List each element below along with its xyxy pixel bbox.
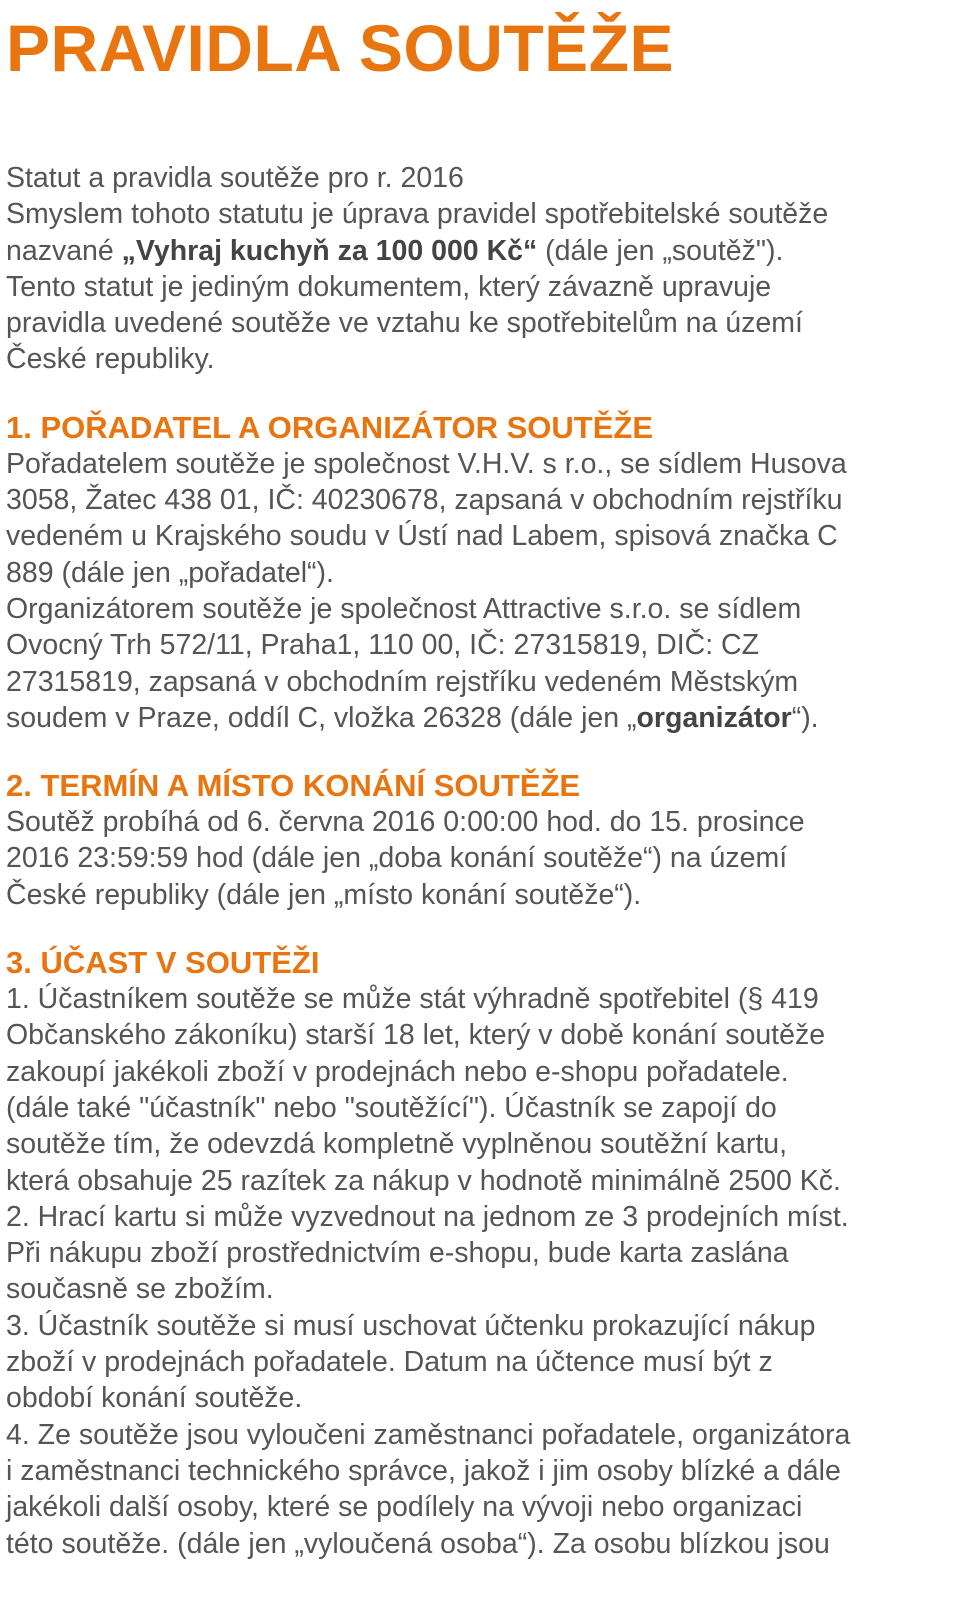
- intro-section: [6, 160, 951, 378]
- section-line: 3. Účastník soutěže si musí uschovat účtenku prokazující nákup: [6, 1309, 816, 1342]
- intro-text: nazvané: [6, 234, 122, 267]
- section-line: 889 (dále jen „pořadatel“).: [6, 556, 334, 589]
- section-line: [6, 700, 951, 736]
- section-heading: 2. TERMÍN A MÍSTO KONÁNÍ SOUTĚŽE: [6, 768, 581, 804]
- section-line: Pořadatelem soutěže je společnost V.H.V. s r.o., se sídlem Husova: [6, 447, 847, 480]
- section-text: “).: [791, 701, 819, 734]
- intro-line: Statut a pravidla soutěže pro r. 2016: [6, 162, 464, 194]
- section-line: 2. Hrací kartu si může vyzvednout na jednom ze 3 prodejních míst.: [6, 1200, 849, 1233]
- section-line: Při nákupu zboží prostřednictvím e-shopu, bude karta zaslána: [6, 1237, 789, 1270]
- intro-text: (dále jen „soutěž").: [537, 234, 784, 267]
- section-line: 4. Ze soutěže jsou vyloučeni zaměstnanci pořadatele, organizátora: [6, 1418, 851, 1451]
- section-text: soudem v Praze, oddíl C, vložka 26328 (dále jen „: [6, 701, 637, 734]
- section-line: této soutěže. (dále jen „vyloučená osoba“). Za osobu blízkou jsou: [6, 1527, 830, 1560]
- document: [6, 0, 951, 1562]
- section-line: Ovocný Trh 572/11, Praha1, 110 00, IČ: 27315819, DIČ: CZ: [6, 629, 760, 662]
- section-organizer: [6, 410, 951, 736]
- section-heading: 1. POŘADATEL A ORGANIZÁTOR SOUTĚŽE: [6, 409, 654, 445]
- section-line: soutěže tím, že odevzdá kompletně vyplněnou soutěžní kartu,: [6, 1128, 788, 1161]
- section-line: období konání soutěže.: [6, 1382, 303, 1415]
- section-line: 2016 23:59:59 hod (dále jen „doba konání soutěže“) na území: [6, 842, 788, 875]
- competition-name: „Vyhraj kuchyň za 100 000 Kč“: [121, 234, 538, 267]
- section-participation: [6, 945, 951, 1562]
- section-line: 1. Účastníkem soutěže se může stát výhradně spotřebitel (§ 419: [6, 983, 819, 1016]
- section-line: 27315819, zapsaná v obchodním rejstříku vedeném Městským: [6, 665, 799, 698]
- intro-line: [6, 233, 951, 269]
- section-line: České republiky (dále jen „místo konání soutěže“).: [6, 878, 642, 911]
- section-heading: 3. ÚČAST V SOUTĚŽI: [6, 945, 320, 981]
- section-line: současně se zbožím.: [6, 1273, 274, 1306]
- page-title: PRAVIDLA SOUTĚŽE: [6, 11, 675, 85]
- organizer-term: organizátor: [636, 701, 792, 734]
- section-line: i zaměstnanci technického správce, jakož i jim osoby blízké a dále: [6, 1454, 841, 1487]
- intro-line: Smyslem tohoto statutu je úprava pravidel spotřebitelské soutěže: [6, 198, 829, 231]
- section-line: 3058, Žatec 438 01, IČ: 40230678, zapsaná v obchodním rejstříku: [6, 484, 843, 517]
- intro-line: pravidla uvedené soutěže ve vztahu ke spotřebitelům na území: [6, 307, 803, 340]
- section-line: jakékoli další osoby, které se podílely na vývoji nebo organizaci: [6, 1491, 803, 1524]
- section-line: Soutěž probíhá od 6. června 2016 0:00:00 hod. do 15. prosince: [6, 806, 805, 839]
- section-line: Organizátorem soutěže je společnost Attractive s.r.o. se sídlem: [6, 592, 802, 625]
- intro-line: České republiky.: [6, 343, 215, 376]
- section-line: (dále také "účastník" nebo "soutěžící"). Účastník se zapojí do: [6, 1091, 777, 1124]
- section-line: vedeném u Krajského soudu v Ústí nad Labem, spisová značka C: [6, 520, 838, 553]
- section-line: zboží v prodejnách pořadatele. Datum na účtence musí být z: [6, 1346, 773, 1379]
- section-line: Občanského zákoníku) starší 18 let, který v době konání soutěže: [6, 1019, 826, 1052]
- section-line: která obsahuje 25 razítek za nákup v hodnotě minimálně 2500 Kč.: [6, 1164, 841, 1197]
- section-term-place: [6, 768, 951, 913]
- intro-line: Tento statut je jediným dokumentem, který závazně upravuje: [6, 270, 772, 303]
- section-line: zakoupí jakékoli zboží v prodejnách nebo e-shopu pořadatele.: [6, 1055, 789, 1088]
